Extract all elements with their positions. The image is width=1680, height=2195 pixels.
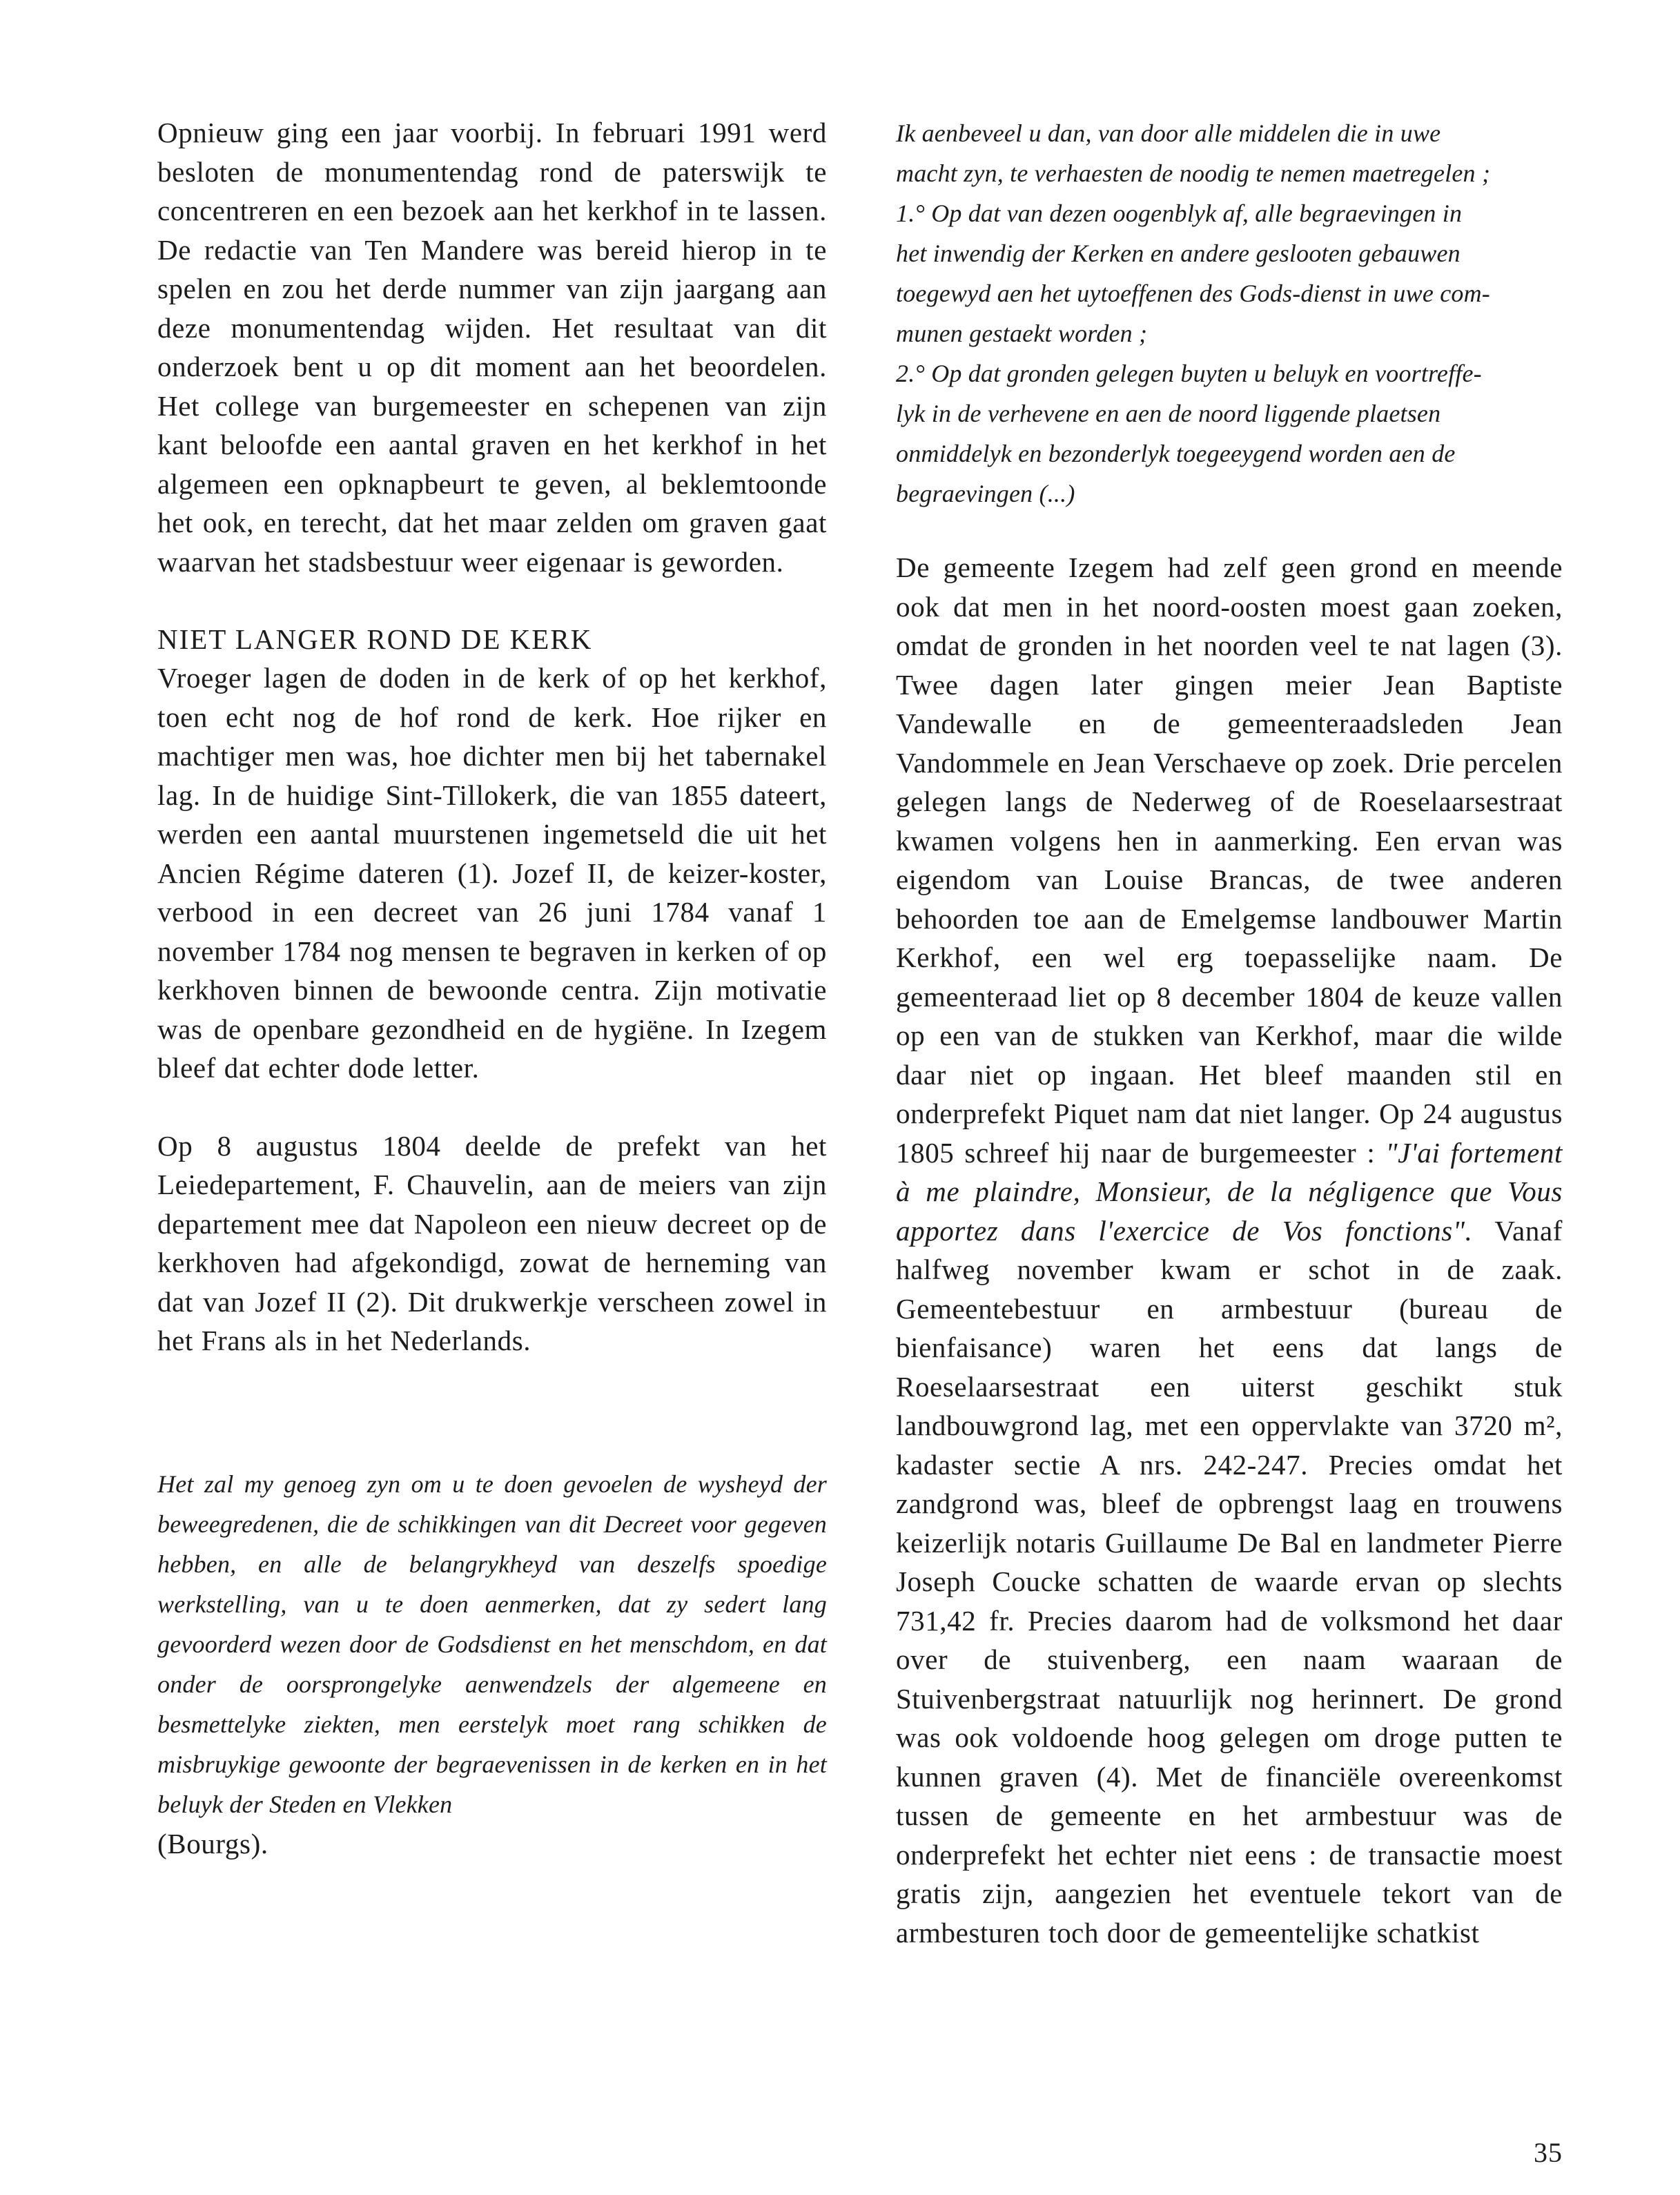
french-quote: "J'ai fortement à me plaindre, Monsieur, de la négligence que Vous apportez dans l'exercice de Vos fonctions".	[896, 1136, 1563, 1247]
paragraph-text: Vanaf halfweg november kwam er schot in de zaak. Gemeentebestuur en armbestuur (bureau de bienfaisance) waren het eens dat langs de Roeselaarsestraat een uiterst geschikt stuk landbouwgrond lag, met een oppervlakte van 3720	[896, 1214, 1563, 1441]
quote-line: begraevingen (...)	[896, 480, 1075, 507]
paragraph-text: kadaster sectie A nrs. 242-247. Precies omdat het zandgrond was, bleef de opbrengst laag en trouwens keizerlijk notaris Guillaume De Bal en landmeter Pierre Joseph Coucke schatten de waarde ervan op slechts 731,42 fr. Precies daarom had de volksmond het daar over de stuivenberg, een naam waaraan de Stuivenbergstraat natuurlijk nog herinnert. De grond was ook voldoende hoog gelegen om droge putten te kunnen graven (4). Met de financiële overeenkomst tussen de gemeente en het armbestuur was de onderprefekt het echter niet eens : de transactie moest gratis zijn, aangezien het eventuele tekort van de armbesturen toch door de gemeentelijke schatkist	[896, 1448, 1563, 1949]
decree-quote: Het zal my genoeg zyn om u te doen gevoelen de wysheyd der beweegredenen, die de schikkingen van dit Decreet voor gegeven hebben, en alle de belangrykheyd van deszelfs spoedige werkstelling, van u te doen aenmerken, dat zy sedert lang gevoorderd wezen door de Godsdienst en het menschdom, en dat onder de oorsprongelyke aenwendzels der algemeene en besmettelyke ziekten, men eerstelyk moet rang schikken de misbruykige gewoonte der begraevenissen in de kerken en in het beluyk der Steden en Vlekken	[157, 1470, 827, 1818]
body-paragraph: Vroeger lagen de doden in de kerk of op het kerkhof, toen echt nog de hof rond de kerk. Hoe rijker en machtiger men was, hoe dichter men bij het tabernakel lag. In de huidige Sint-Tillokerk, die van 1855 dateert, werden een aantal muurstenen ingemetseld die uit het Ancien Régime dateren (1). Jozef II, de keizer-koster, verbood in een decreet van 26 juni 1784 vanaf 1 november 1784 nog mensen te begraven in kerken of op kerkhoven binnen de bewoonde centra. Zijn motivatie was de openbare gezondheid en de hygiëne. In Izegem bleef dat echter dode letter.	[157, 662, 827, 1084]
decree-quote-tail: (Bourgs).	[157, 1827, 268, 1860]
quote-line: het inwendig der Kerken en andere geslooten gebauwen	[896, 240, 1461, 267]
decree-quote-continued	[896, 113, 1563, 514]
quote-line: 2.° Op dat gronden gelegen buyten u beluyk en voortreffe-	[896, 360, 1482, 387]
quote-line: onmiddelyk en bezonderlyk toegeeygend worden aen de	[896, 440, 1456, 467]
quote-line: munen gestaekt worden ;	[896, 320, 1148, 347]
quote-line: macht zyn, te verhaesten de noodig te nemen maetregelen ;	[896, 159, 1491, 187]
quote-line: Ik aenbeveel u dan, van door alle middelen die in uwe	[896, 119, 1441, 147]
right-column	[896, 113, 1563, 1952]
body-paragraph: Op 8 augustus 1804 deelde de prefekt van het Leiedepartement, F. Chauvelin, aan de meiers van zijn departement mee dat Napoleon een nieuw decreet op de kerkhoven had afgekondigd, zowat de herneming van dat van Jozef II (2). Dit drukwerkje verscheen zowel in het Frans als in het Nederlands.	[157, 1129, 827, 1356]
section-heading: NIET LANGER ROND DE KERK	[157, 623, 593, 655]
paragraph-text: De gemeente Izegem had zelf geen grond en meende ook dat men in het noord-oosten moest gaan zoeken, omdat de gronden in het noorden veel te nat lagen (3). Twee dagen later gingen meier Jean Baptiste Vandewalle en de gemeenteraadsleden Jean Vandommele en Jean Verschaeve op zoek. Drie percelen gelegen langs de Nederweg of de Roeselaarsestraat kwamen volgens hen in aanmerking. Een ervan was eigendom van Louise Brancas, de twee anderen behoorden toe aan de Emelgemse landbouwer Martin Kerkhof, een wel erg toepasselijke naam. De gemeenteraad liet op 8 december 1804 de keuze vallen op een van de stukken van Kerkhof, maar die wilde daar niet op ingaan. Het bleef maanden stil en onderprefekt Piquet nam dat niet langer. Op 24 augustus 1805 schreef hij naar de burgemeester :	[896, 552, 1563, 1169]
quote-line: toegewyd aen het uytoeffenen des Gods-dienst in uwe com-	[896, 280, 1490, 307]
body-paragraph	[896, 548, 1563, 1952]
left-column	[157, 113, 827, 1863]
quote-line: 1.° Op dat van dezen oogenblyk af, alle begraevingen in	[896, 199, 1463, 227]
quote-line: lyk in de verhevene en aen de noord liggende plaetsen	[896, 400, 1441, 427]
page-number: 35	[1534, 2137, 1563, 2168]
area-unit: m²,	[1523, 1409, 1563, 1441]
body-paragraph: Opnieuw ging een jaar voorbij. In februari 1991 werd besloten de monumentendag rond de paterswijk te concentreren en een bezoek aan het kerkhof in te lassen. De redactie van Ten Mandere was bereid hierop in te spelen en zou het derde nummer van zijn jaargang aan deze monumentendag wijden. Het resultaat van dit onderzoek bent u op dit moment aan het beoordelen. Het college van burgemeester en schepenen van zijn kant beloofde een aantal graven en het kerkhof in het algemeen een opknapbeurt te geven, al beklemtoonde het ook, en terecht, dat het maar zelden om graven gaat waarvan het stadsbestuur weer eigenaar is geworden.	[157, 117, 827, 578]
